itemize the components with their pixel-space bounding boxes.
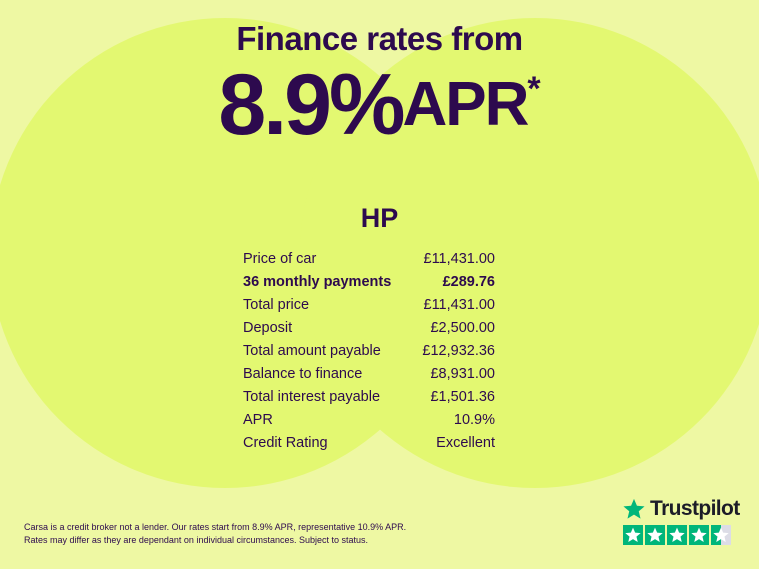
star-icon [667, 525, 687, 545]
row-label: Total amount payable [243, 343, 381, 359]
row-value: £2,500.00 [430, 320, 495, 336]
row-label: APR [243, 412, 273, 428]
rate-number: 8.9% [218, 57, 403, 153]
row-label: Balance to finance [243, 366, 363, 382]
row-label: Total interest payable [243, 389, 381, 405]
row-label: Price of car [243, 251, 317, 267]
disclaimer [24, 521, 444, 547]
row-value: £11,431.00 [423, 297, 495, 313]
disclaimer-line-1: Carsa is a credit broker not a lender. Our rates start from 8.9% APR, representative 10.9% APR. [24, 522, 407, 532]
row-label: Deposit [243, 320, 293, 336]
table-row [243, 432, 495, 455]
table-row [243, 409, 495, 432]
row-value: 10.9% [453, 412, 495, 428]
row-value: £12,932.36 [422, 343, 495, 359]
table-row [243, 386, 495, 409]
row-value: Excellent [436, 435, 495, 451]
row-label: Total price [243, 297, 310, 313]
rate-asterisk: * [527, 70, 541, 108]
table-row [243, 317, 495, 340]
row-label: 36 monthly payments [243, 274, 392, 290]
trustpilot-stars [623, 525, 735, 545]
table-row [243, 271, 495, 294]
rate-unit: APR [402, 70, 528, 139]
table-row [243, 294, 495, 317]
star-icon [689, 525, 709, 545]
trustpilot-rating [623, 497, 740, 545]
table-row [243, 340, 495, 363]
row-value: £1,501.36 [430, 389, 495, 405]
rate-display [0, 57, 759, 153]
trustpilot-logo [623, 497, 740, 521]
row-label: Credit Rating [243, 435, 328, 451]
table-row [243, 248, 495, 271]
row-value: £11,431.00 [423, 251, 495, 267]
star-icon [645, 525, 665, 545]
disclaimer-line-2: Rates may differ as they are dependant on individual circumstances. Subject to status. [24, 535, 369, 545]
finance-table [243, 248, 495, 455]
row-value: £289.76 [442, 274, 495, 290]
star-half-icon [711, 525, 731, 545]
star-icon [623, 498, 645, 520]
star-icon [623, 525, 643, 545]
table-row [243, 363, 495, 386]
product-title: HP [360, 203, 399, 233]
trustpilot-name: Trustpilot [650, 497, 740, 520]
row-value: £8,931.00 [430, 366, 495, 382]
headline: Finance rates from [236, 20, 523, 57]
